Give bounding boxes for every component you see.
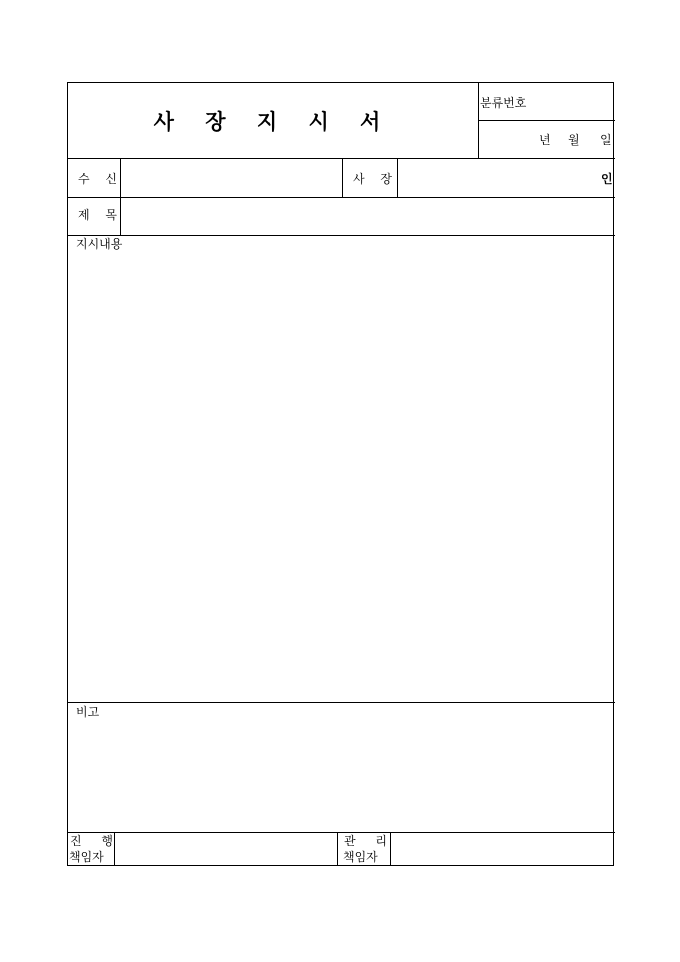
classification-number-label: 분류번호 (480, 96, 527, 110)
recipient-field[interactable] (121, 159, 342, 197)
divider (68, 702, 615, 703)
date-year-label: 년 (539, 133, 551, 147)
admin-manager-label-line2: 책임자 (343, 850, 378, 864)
directive-form (67, 82, 614, 866)
subject-field[interactable] (121, 198, 614, 235)
progress-manager-field[interactable] (115, 833, 337, 866)
divider (337, 832, 338, 866)
divider (478, 120, 615, 121)
remarks-field[interactable] (68, 719, 614, 831)
content-field[interactable] (68, 251, 614, 701)
divider (68, 235, 615, 236)
recipient-label: 수 신 (78, 172, 123, 186)
progress-manager-label-line1: 진 행 (70, 834, 121, 848)
admin-manager-field[interactable] (391, 833, 614, 866)
admin-manager-label-line1: 관 리 (344, 834, 395, 848)
divider (342, 158, 343, 197)
subject-label: 제 목 (78, 208, 123, 222)
president-label: 사 장 (353, 172, 398, 186)
remarks-label: 비고 (76, 705, 100, 719)
seal-mark: 인 (601, 172, 613, 186)
date-month-label: 월 (568, 133, 580, 147)
date-day-label: 일 (600, 133, 612, 147)
president-signature-field[interactable] (398, 159, 614, 197)
form-title: 사 장 지 시 서 (153, 108, 393, 134)
progress-manager-label-line2: 책임자 (69, 850, 104, 864)
content-label: 지시내용 (76, 237, 123, 251)
